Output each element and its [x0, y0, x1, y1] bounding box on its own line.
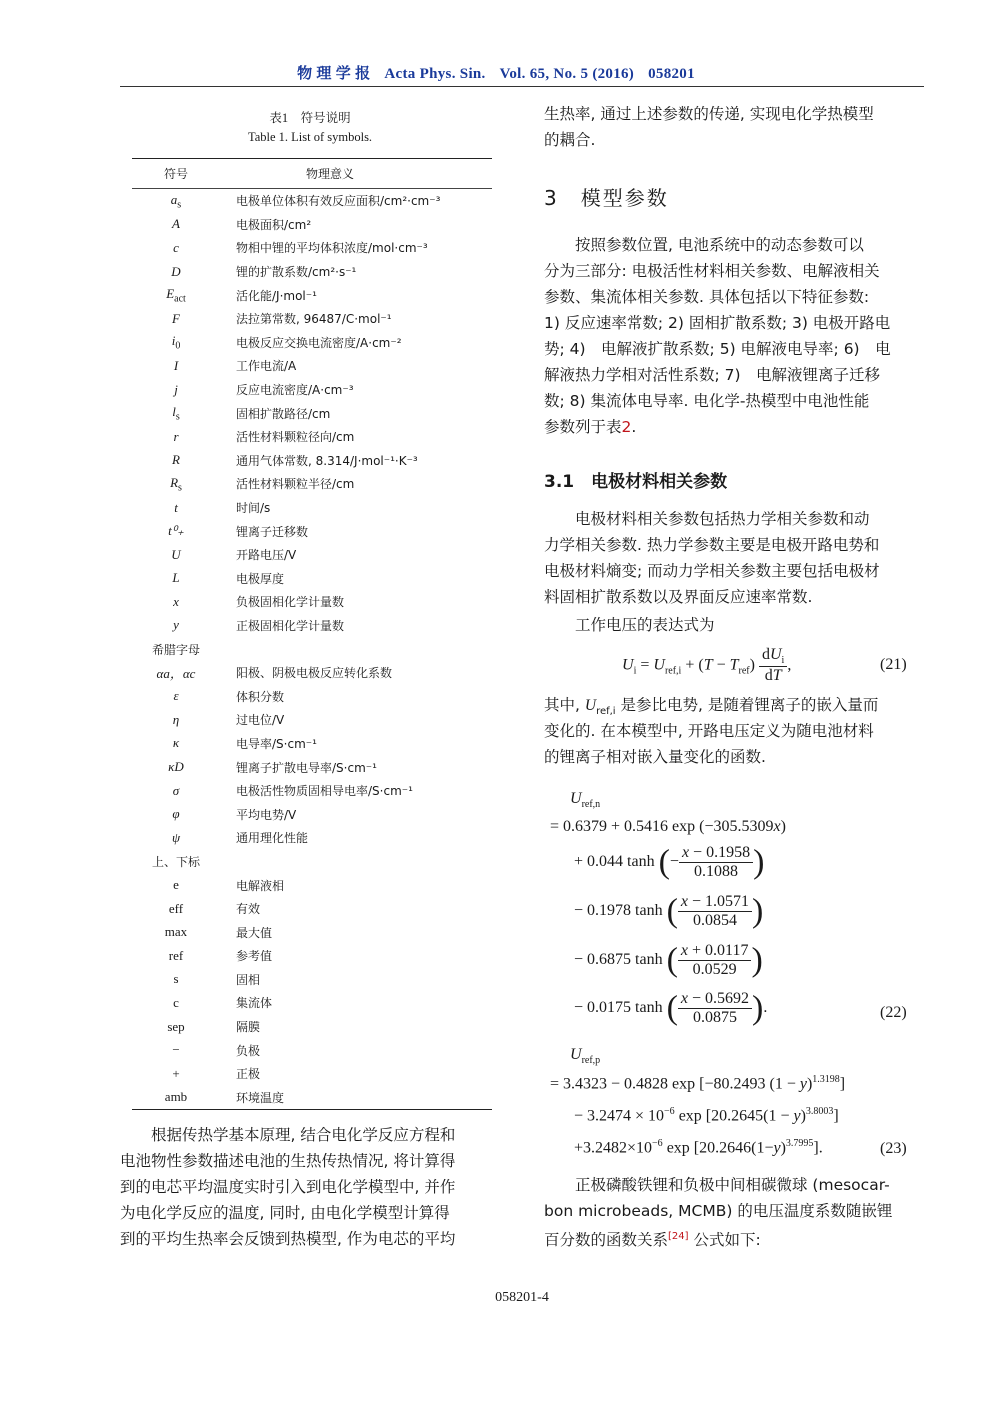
symbol-cell: U [171, 546, 181, 562]
meaning-cell: 负极固相化学计量数 [236, 595, 345, 610]
text-line: 生热率, 通过上述参数的传递, 实现电化学热模型 [544, 105, 874, 123]
journal-en: Acta Phys. Sin. [384, 66, 486, 82]
equation-23-lhs: $U_{ref,p}$ [570, 1046, 601, 1067]
table-row [132, 732, 492, 756]
final-last-post: 公式如下: [688, 1231, 761, 1250]
symbol-cell: + [172, 1065, 180, 1081]
meaning-cell: 时间/s [236, 501, 271, 516]
text-line: 到的平均生热率会反馈到热模型, 作为电芯的平均 [120, 1230, 456, 1248]
meaning-cell: 负极 [236, 1043, 261, 1058]
table-row [132, 401, 492, 425]
table-row [132, 567, 492, 591]
left-paragraph [120, 1122, 500, 1252]
text-line: 电极材料相关参数包括热力学相关参数和动 [544, 510, 870, 528]
meaning-cell: 电极活性物质固相导电率/S·cm⁻¹ [236, 784, 413, 799]
meaning-cell: 电极单位体积有效反应面积/cm²·cm⁻³ [236, 194, 441, 209]
table-row [132, 897, 492, 921]
symbol-cell: φ [172, 806, 180, 822]
table-row [132, 449, 492, 473]
equation-number-21: (21) [880, 656, 907, 673]
symbol-cell: σ [172, 782, 180, 798]
meaning-cell: 锂离子扩散电导率/S·cm⁻¹ [236, 760, 377, 775]
meaning-cell: 物相中锂的平均体积浓度/mol·cm⁻³ [236, 241, 428, 256]
symbol-cell: eff [168, 900, 184, 916]
symbol-cell: αa，αc [156, 666, 196, 682]
symbol-cell: κ [172, 735, 180, 751]
text-line: 到的电芯平均温度实时引入到电化学模型中, 并作 [120, 1178, 456, 1196]
meaning-cell: 通用理化性能 [236, 831, 309, 846]
meaning-cell: 锂的扩散系数/cm²·s⁻¹ [236, 265, 357, 280]
meaning-cell: 正极固相化学计量数 [236, 618, 345, 633]
citation-ref-link[interactable]: [24] [668, 1231, 689, 1242]
meaning-cell: 电解液相 [236, 878, 285, 893]
table-row [132, 802, 492, 826]
text-line: 为电化学反应的温度, 同时, 由电化学模型计算得 [120, 1204, 450, 1222]
table-row [132, 684, 492, 708]
text-line: 料固相扩散系数以及界面反应速率常数. [544, 588, 813, 606]
table-row [132, 944, 492, 968]
symbol-cell: η [172, 711, 180, 727]
text-line: bon microbeads, MCMB) 的电压温度系数随嵌锂 [544, 1202, 893, 1220]
meaning-cell: 活性材料颗粒半径/cm [236, 477, 355, 492]
meaning-cell: 有效 [236, 902, 261, 917]
table-row [132, 920, 492, 944]
meaning-cell: 平均电势/V [236, 807, 297, 822]
work-voltage-line [544, 612, 924, 638]
table-row [132, 189, 492, 213]
meaning-cell: 固相 [236, 972, 261, 987]
symbol-cell: ψ [171, 829, 181, 845]
table-row [132, 708, 492, 732]
group-row [132, 637, 492, 661]
meaning-cell: 最大值 [236, 925, 273, 940]
table-row [132, 590, 492, 614]
table-row [132, 826, 492, 850]
text-line: 解液热力学相对活性系数; 7) 电解液锂离子迁移 [544, 366, 881, 384]
text-line: 数; 8) 集流体电导率. 电化学-热模型中电池性能 [544, 392, 870, 410]
final-paragraph [544, 1172, 924, 1250]
running-head [120, 62, 872, 83]
equation-23-line1: = 3.4323 − 0.4828 exp [−80.2493 $(1 - y)^{1.3198}$] [550, 1074, 846, 1093]
table-row [132, 283, 492, 307]
equation-23-line3: $+3.2482\times 10^{-6}$ $\exp [20.2646(1-y)^{3.7995}]$. [574, 1138, 823, 1157]
meaning-cell: 工作电流/A [236, 359, 297, 374]
text-line: 的耦合. [544, 131, 596, 149]
symbol-cell: A [172, 216, 180, 232]
symbol-cell: $R_s$ [170, 474, 182, 494]
symbol-cell: L [172, 570, 180, 586]
symbol-cell: sep [167, 1018, 185, 1034]
symbol-cell: y [173, 617, 179, 633]
symbol-cell: ε [173, 688, 179, 704]
table-row [132, 1086, 492, 1110]
equation-23-line2: − $3.2474 \times 10^{-6}$ $\exp [20.2645(1 - y)^{3.8003}]$ [574, 1106, 839, 1125]
symbol-cell: c [173, 994, 179, 1010]
text-line: 电池物性参数描述电池的生热传热情况, 将计算得 [120, 1152, 456, 1170]
symbol-cell: j [174, 381, 178, 397]
col-meaning: 物理意义 [306, 167, 355, 181]
table-row [132, 991, 492, 1015]
work-voltage-text: 工作电压的表达式为 [544, 616, 715, 634]
s3-last-pre: 参数列于表 [544, 418, 622, 436]
symbol-cell: D [171, 263, 181, 279]
table-row [132, 873, 492, 897]
symbol-cell: $i_0$ [171, 333, 181, 352]
text-line: 电极材料熵变; 而动力学相关参数主要包括电极材 [544, 562, 880, 580]
table-row [132, 1015, 492, 1039]
equation-22-line3: − 0.1978 tanh ( $\frac{x - 1.0571}{0.0854}$ ) [574, 892, 764, 930]
meaning-cell: 开路电压/V [236, 548, 297, 563]
table-row [132, 661, 492, 685]
meaning-cell: 电极厚度 [236, 571, 285, 586]
volume-info: Vol. 65, No. 5 (2016) [499, 66, 635, 82]
meaning-cell: 集流体 [236, 996, 273, 1011]
meaning-cell: 体积分数 [236, 689, 285, 704]
meaning-cell: 电极面积/cm² [236, 217, 312, 232]
after-eq21-paragraph: 其中, $U_{ref,i}$ 是参比电势, 是随着锂离子的嵌入量而 变化的. 在本模型中, 开路电压定义为随电池材料 的锂离子相对嵌入量变化的函数. [544, 696, 879, 766]
s3-last-post: . [631, 418, 637, 436]
table-row [132, 236, 492, 260]
text-line: 参数、集流体相关参数. 具体包括以下特征参数: [544, 288, 870, 306]
table-caption-cn: 表1 符号说明 [269, 111, 351, 125]
section3-paragraph [544, 232, 924, 440]
symbol-cell: I [173, 357, 179, 373]
group-subscripts: 上、下标 [151, 854, 200, 869]
page-number: 058201-4 [495, 1290, 549, 1305]
symbol-cell: $l_s$ [172, 403, 180, 423]
symbol-cell: κD [168, 759, 184, 775]
header-rule [120, 86, 924, 87]
symbol-cell: max [164, 924, 188, 940]
group-row [132, 850, 492, 874]
text-line: 力学相关参数. 热力学参数主要是电极开路电势和 [544, 536, 880, 554]
text-line: 1) 反应速率常数; 2) 固相扩散系数; 3) 电极开路电 [544, 314, 891, 332]
meaning-cell: 反应电流密度/A·cm⁻³ [236, 383, 354, 398]
meaning-cell: 法拉第常数, 96487/C·mol⁻¹ [236, 312, 392, 327]
meaning-cell: 隔膜 [236, 1020, 261, 1035]
equation-22-line5: − 0.0175 tanh ( $\frac{x - 0.5692}{0.0875}$ ). [574, 989, 768, 1027]
symbol-cell: s [173, 971, 179, 987]
group-greek: 希腊字母 [151, 642, 200, 657]
meaning-cell: 活性材料颗粒径向/cm [236, 430, 355, 445]
equation-22-line2: + 0.044 tanh (− $\frac{x - 0.1958}{0.1088}$ ) [574, 843, 765, 881]
equation-number-22: (22) [880, 1004, 907, 1021]
symbol-cell: c [173, 239, 179, 255]
symbol-cell: $E_{act}$ [166, 285, 186, 305]
meaning-cell: 活化能/J·mol⁻¹ [236, 288, 317, 303]
table-row [132, 779, 492, 803]
equation-number-23: (23) [880, 1140, 907, 1157]
meaning-cell: 电导率/S·cm⁻¹ [236, 736, 317, 751]
table-ref-link[interactable]: 2 [621, 418, 632, 436]
article-number: 058201 [648, 66, 695, 82]
text-line: 根据传热学基本原理, 结合电化学反应方程和 [120, 1126, 456, 1144]
meaning-cell: 电极反应交换电流密度/A·cm⁻² [236, 335, 402, 350]
symbol-cell: t⁰₊ [168, 523, 184, 539]
table-row [132, 213, 492, 237]
table-header [132, 159, 492, 189]
table-row [132, 425, 492, 449]
symbol-cell: ref [168, 947, 184, 963]
table-row [132, 354, 492, 378]
final-last-pre: 百分数的函数关系 [544, 1231, 669, 1250]
text-line: 正极磷酸铁锂和负极中间相碳微球 (mesocar- [544, 1176, 890, 1194]
meaning-cell: 参考值 [236, 949, 273, 964]
meaning-cell: 过电位/V [236, 713, 285, 728]
text-line: 势; 4) 电解液扩散系数; 5) 电解液电导率; 6) 电 [544, 340, 891, 358]
table-row [132, 614, 492, 638]
symbol-cell: amb [164, 1089, 188, 1105]
symbol-cell: F [172, 310, 180, 326]
col-symbol: 符号 [163, 167, 188, 181]
equation-21: $U_i = U_{ref,i} + (T - T_{ref})$ $\frac{dU_i}{dT}$ , [622, 646, 792, 685]
table-row [132, 543, 492, 567]
meaning-cell: 通用气体常数, 8.314/J·mol⁻¹·K⁻³ [236, 453, 418, 468]
text-line: 按照参数位置, 电池系统中的动态参数可以 [544, 236, 864, 254]
right-intro [544, 101, 924, 153]
table-row [132, 755, 492, 779]
table-row [132, 307, 492, 331]
meaning-cell: 环境温度 [236, 1090, 285, 1105]
symbol-cell: t [174, 499, 178, 515]
section31-paragraph [544, 506, 924, 610]
meaning-cell: 正极 [236, 1067, 261, 1082]
symbol-cell: $a_s$ [170, 191, 182, 211]
table-row [132, 378, 492, 402]
table-row [132, 496, 492, 520]
table-row [132, 1038, 492, 1062]
section-title: 3 模型参数 [544, 186, 669, 210]
table-row [132, 260, 492, 284]
equation-22-line1: = 0.6379 + 0.5416 exp (−305.5309x) [550, 818, 786, 835]
symbol-cell: e [173, 877, 179, 893]
meaning-cell: 锂离子迁移数 [236, 524, 309, 539]
symbol-cell: r [173, 428, 179, 444]
table-row [132, 331, 492, 355]
table-caption-en: Table 1. List of symbols. [247, 130, 373, 144]
equation-22-lhs: $U_{ref,n}$ [570, 790, 601, 811]
meaning-cell: 固相扩散路径/cm [236, 406, 331, 421]
table-row [132, 472, 492, 496]
table-row [132, 968, 492, 992]
table-row [132, 519, 492, 543]
subsection-title: 3.1 电极材料相关参数 [544, 472, 728, 492]
text-line: 分为三部分: 电极活性材料相关参数、电解液相关 [544, 262, 880, 280]
symbol-table [132, 158, 492, 1110]
symbol-cell: R [172, 452, 180, 468]
meaning-cell: 阳极、阴极电极反应转化系数 [236, 666, 393, 681]
symbol-cell: − [172, 1042, 180, 1058]
table-row [132, 1062, 492, 1086]
symbol-cell: x [173, 593, 179, 609]
journal-cn: 物 理 学 报 [297, 66, 371, 82]
equation-22-line4: − 0.6875 tanh ( $\frac{x + 0.0117}{0.0529}$ ) [574, 941, 763, 979]
